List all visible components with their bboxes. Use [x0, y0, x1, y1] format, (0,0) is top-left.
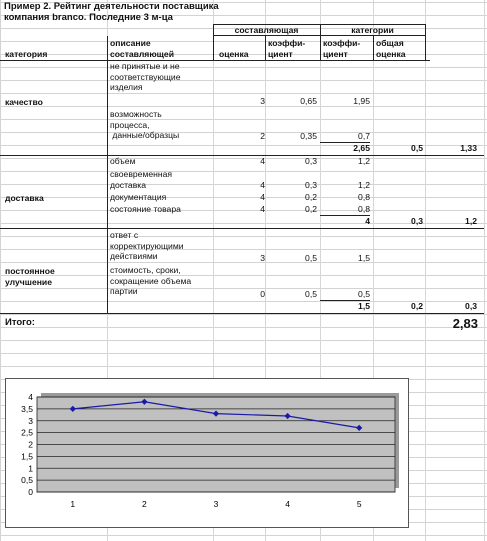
subtotal-sum: 4	[365, 216, 370, 226]
row-description: состояние товара	[110, 204, 181, 214]
category-name: качество	[5, 97, 43, 107]
total-value: 2,83	[452, 316, 478, 331]
category-name: доставка	[5, 193, 44, 203]
header-score: оценка	[219, 49, 249, 59]
row-coeff: 0,65	[300, 96, 317, 106]
y-tick-label: 3,5	[21, 403, 33, 414]
y-tick-label: 1	[28, 463, 33, 474]
row-description: своевременная доставка	[110, 169, 173, 190]
row-score: 0	[260, 289, 265, 299]
x-tick-label: 3	[213, 499, 219, 509]
row-description: объем	[110, 156, 136, 166]
header-component: составляющая	[234, 25, 299, 35]
row-score: 4	[260, 192, 265, 202]
subtotal-weight: 0,2	[411, 301, 423, 311]
sheet-title: Пример 2. Рейтинг деятельности поставщика	[4, 1, 219, 12]
row-coeff: 0,35	[300, 131, 317, 141]
row-value: 1,2	[358, 180, 370, 190]
row-score: 3	[260, 96, 265, 106]
row-coeff: 0,5	[305, 253, 317, 263]
chart-svg	[6, 379, 408, 527]
subtotal-total: 1,2	[465, 216, 477, 226]
row-value: 0,5	[358, 289, 370, 299]
row-value: 1,5	[358, 253, 370, 263]
y-tick-label: 0	[28, 487, 33, 497]
row-score: 2	[260, 131, 265, 141]
row-value: 0,7	[358, 131, 370, 141]
row-coeff: 0,2	[305, 192, 317, 202]
subtotal-weight: 0,5	[411, 143, 423, 153]
row-value: 0,8	[358, 204, 370, 214]
row-description: ответ с корректирующими действиями	[110, 230, 184, 261]
subtotal-total: 1,33	[460, 143, 477, 153]
category-name: постоянное улучшение	[5, 266, 55, 287]
row-coeff: 0,2	[305, 204, 317, 214]
subtotal-sum: 2,65	[353, 143, 370, 153]
y-tick-label: 2,5	[21, 427, 33, 438]
row-value: 1,95	[353, 96, 370, 106]
x-tick-label: 4	[285, 499, 290, 509]
header-coeff2: коэффи- циент	[323, 38, 361, 59]
header-categories: категории	[351, 25, 394, 35]
row-coeff: 0,3	[305, 156, 317, 166]
header-description: описание составляющей	[110, 38, 174, 59]
row-value: 0,8	[358, 192, 370, 202]
y-tick-label: 0,5	[21, 475, 33, 486]
subtotal-sum: 1,5	[358, 301, 370, 311]
row-score: 4	[260, 180, 265, 190]
subtotal-total: 0,3	[465, 301, 477, 311]
row-description: не принятые и не соответствующие изделия	[110, 61, 181, 92]
y-tick-label: 4	[28, 392, 33, 402]
x-tick-label: 1	[70, 499, 76, 509]
subtotal-weight: 0,3	[411, 216, 423, 226]
row-value: 1,2	[358, 156, 370, 166]
row-score: 3	[260, 253, 265, 263]
y-tick-label: 2	[28, 439, 33, 450]
row-coeff: 0,3	[305, 180, 317, 190]
header-category: категория	[5, 49, 48, 59]
row-score: 4	[260, 156, 265, 166]
row-description: возможность процесса, данные/образцы	[110, 109, 180, 140]
total-label: Итого:	[5, 317, 35, 328]
row-coeff: 0,5	[305, 289, 317, 299]
line-chart	[5, 378, 409, 528]
x-tick-label: 5	[356, 499, 362, 509]
sheet-subtitle: компания branco. Последние 3 м-ца	[4, 12, 173, 23]
row-score: 4	[260, 204, 265, 214]
header-coeff: коэффи- циент	[268, 38, 306, 59]
header-total-score: общая оценка	[376, 38, 406, 59]
row-description: документация	[110, 192, 167, 202]
y-tick-label: 3	[28, 415, 33, 426]
y-tick-label: 1,5	[21, 451, 33, 462]
row-description: стоимость, сроки, сокращение объема партии	[110, 265, 192, 296]
x-tick-label: 2	[142, 499, 147, 509]
